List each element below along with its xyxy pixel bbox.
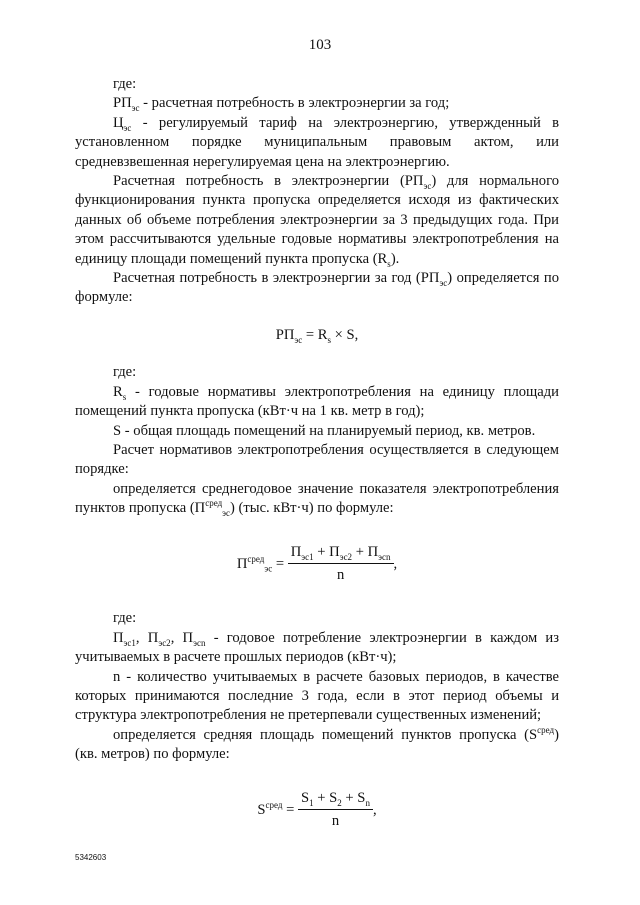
definition-p-es: $П_{эс1}$, $П_{эс2}$, $П_{эсn}$ - годовое потребление электроэнергии в каждом из учитываемых в расчете прошлых периодов (кВт·ч);: [75, 629, 560, 666]
paragraph-norms-order: Расчет нормативов электропотребления осуществляется в следующем порядке:: [75, 441, 559, 478]
definition-rp-es: $РП_{эс}$ - расчетная потребность в электроэнергии за год;: [113, 95, 450, 114]
document-code: 5342603: [75, 853, 107, 862]
formula-average-consumption: $П^{сред}_{эс}$ = $\frac{П_{эс1} + П_{эс2} + П_{эсn}}{n}$ ,: [75, 543, 559, 586]
definition-n: n - количество учитываемых в расчете базовых периодов, в качестве которых принимаются последние 3 года, если в этот период объемы и структура электропотребления не претерпевали существенных изменений;: [75, 668, 559, 724]
paragraph-calculated-need: Расчетная потребность в электроэнергии $(РП_{эс})$ для нормального функционирования пункта пропуска определяется исходя из фактических данных об объеме потребления электроэнергии за 3 предыдущих года. При этом рассчитываются удельные годовые нормативы электропотребления на единицу площади помещений пункта пропуска $(R_s)$.: [75, 173, 559, 269]
definition-tariff: $Ц_{эс}$ - регулируемый тариф на электроэнергию, утвержденный в установленном порядке муниципальным правовым актом, или средневзвешенная нерегулируемая цена на электроэнергию.: [75, 114, 559, 170]
definition-s: S - общая площадь помещений на планируемый период, кв. метров.: [113, 422, 536, 439]
paragraph-average-annual: определяется среднегодовое значение показателя электропотребления пунктов пропуска $(П^{сред}_{эс})$ (тыс. кВт·ч) по формуле:: [75, 480, 559, 519]
paragraph-average-area: определяется средняя площадь помещений пунктов пропуска $(S^{сред})$ (кв. метров) по формуле:: [75, 724, 559, 763]
definition-rs: $R_s$ - годовые нормативы электропотребления на единицу площади помещений пункта пропуска (кВт·ч на 1 кв. метр в год);: [75, 383, 559, 420]
formula-average-area: $S^{сред}$ = $\frac{S_1 + S_2 + S_n}{n}$ ,: [75, 789, 559, 832]
paragraph-formula-intro: Расчетная потребность в электроэнергии за год $(РП_{эс})$ определяется по формуле:: [75, 270, 560, 306]
fraction: $\frac{S_1 + S_2 + S_n}{n}$: [298, 789, 373, 832]
where-label: где:: [113, 610, 137, 627]
fraction: $\frac{П_{эс1} + П_{эс2} + П_{эсn}}{n}$: [288, 543, 394, 586]
where-label: где:: [113, 364, 137, 381]
where-label: где:: [113, 76, 137, 92]
document-body: [75, 75, 559, 831]
formula-annual-need: $РП_{эс} = R_s \times S$,: [275, 326, 359, 345]
page-number: 103: [308, 37, 332, 53]
